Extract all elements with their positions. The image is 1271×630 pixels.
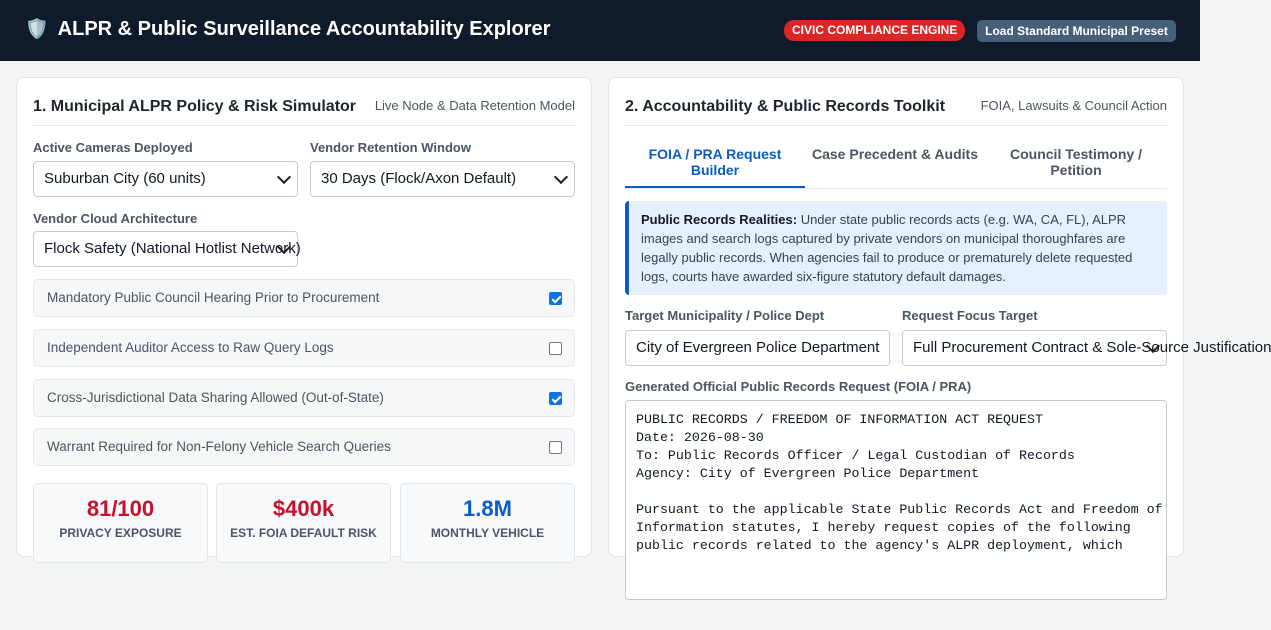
warrant-required-checkbox[interactable] [549,441,562,454]
tab-council-testimony[interactable]: Council Testimony / Petition [1010,146,1142,178]
info-title: Public Records Realities: [641,212,798,227]
accountability-toolkit-panel [608,77,1271,557]
municipality-input[interactable]: City of Evergreen Police Department [625,330,890,366]
shield-icon: 🛡️ [25,19,49,40]
info-text: Under state public records acts (e.g. WA, CA, FL), ALPR images and search logs captured by private vendors on municipal thoroughfares are legally public records. When agencies fail to produce or prematurely delete requested logs, courts have awarded six-figure statutory default damages. [641,212,1133,284]
focus-select-value: Full Procurement Contract & Sole-Source Justification [913,339,1271,356]
stat-value: 81/100 [86,496,155,521]
municipality-label: Target Municipality / Police Dept [625,308,825,323]
architecture-select[interactable] [33,231,301,267]
policy-risk-simulator-panel [16,77,592,557]
data-sharing-checkbox[interactable] [549,392,562,405]
tab-foia-builder[interactable]: FOIA / PRA Request Builder [648,146,782,178]
panel-divider [33,125,575,126]
auditor-access-checkbox[interactable] [549,342,562,355]
focus-select[interactable] [902,330,1271,366]
toggle-warrant-required[interactable] [33,428,575,466]
tab-bar-divider [625,188,1167,189]
stat-monthly-vehicle [400,483,575,563]
cameras-select[interactable] [33,161,298,197]
retention-select-value: 30 Days (Flock/Axon Default) [321,170,517,187]
cameras-label: Active Cameras Deployed [33,140,193,155]
focus-label: Request Focus Target [902,308,1038,323]
app-header [0,0,1200,61]
panel-subtitle: FOIA, Lawsuits & Council Action [980,98,1167,113]
active-tab-indicator [625,186,805,188]
architecture-select-value: Flock Safety (National Hotlist Network) [44,240,301,257]
public-records-info-box [625,201,1167,295]
toggle-label: Mandatory Public Council Hearing Prior to Procurement [47,290,380,305]
panel-divider [625,125,1167,126]
stat-label: MONTHLY VEHICLE [430,526,545,540]
app-title [25,17,550,41]
chevron-down-icon [277,170,291,184]
tab-case-precedent[interactable]: Case Precedent & Audits [812,146,978,162]
retention-label: Vendor Retention Window [310,140,471,155]
stat-foia-default-risk [216,483,391,563]
cameras-select-value: Suburban City (60 units) [44,170,206,187]
generated-request-textarea[interactable]: PUBLIC RECORDS / FREEDOM OF INFORMATION ACT REQUEST Date: 2026-08-30 To: Public Records Officer / Legal Custodian of Records Agency: City of Evergreen Police Department Pursuant to the applicable State Public Records Act and Freedom of Information statutes, I hereby request copies of the following public records related to the agency's ALPR deployment, which [625,400,1167,600]
panel-subtitle: Live Node & Data Retention Model [374,98,575,113]
council-hearing-checkbox[interactable] [549,292,562,305]
generated-request-label: Generated Official Public Records Request (FOIA / PRA) [625,379,972,394]
app-title-text: ALPR & Public Surveillance Accountability Explorer [57,17,551,40]
load-preset-button[interactable]: Load Standard Municipal Preset [977,20,1176,42]
panel-title: 1. Municipal ALPR Policy & Risk Simulator [33,98,357,115]
architecture-label: Vendor Cloud Architecture [33,211,198,226]
stat-privacy-exposure [33,483,208,563]
stat-value: 1.8M [463,496,512,521]
chevron-down-icon [554,170,568,184]
toggle-auditor-access[interactable] [33,329,575,367]
toggle-label: Independent Auditor Access to Raw Query Logs [47,340,334,355]
retention-select[interactable] [310,161,575,197]
toggle-label: Cross-Jurisdictional Data Sharing Allowed (Out-of-State) [47,390,384,405]
stat-value: $400k [272,496,335,521]
stat-label: PRIVACY EXPOSURE [59,526,182,540]
civic-compliance-badge: CIVIC COMPLIANCE ENGINE [784,20,965,41]
panel-title: 2. Accountability & Public Records Toolkit [625,98,946,115]
toggle-data-sharing[interactable] [33,379,575,417]
stat-label: EST. FOIA DEFAULT RISK [230,526,377,540]
toggle-label: Warrant Required for Non-Felony Vehicle Search Queries [47,439,391,454]
toggle-council-hearing[interactable] [33,279,575,317]
